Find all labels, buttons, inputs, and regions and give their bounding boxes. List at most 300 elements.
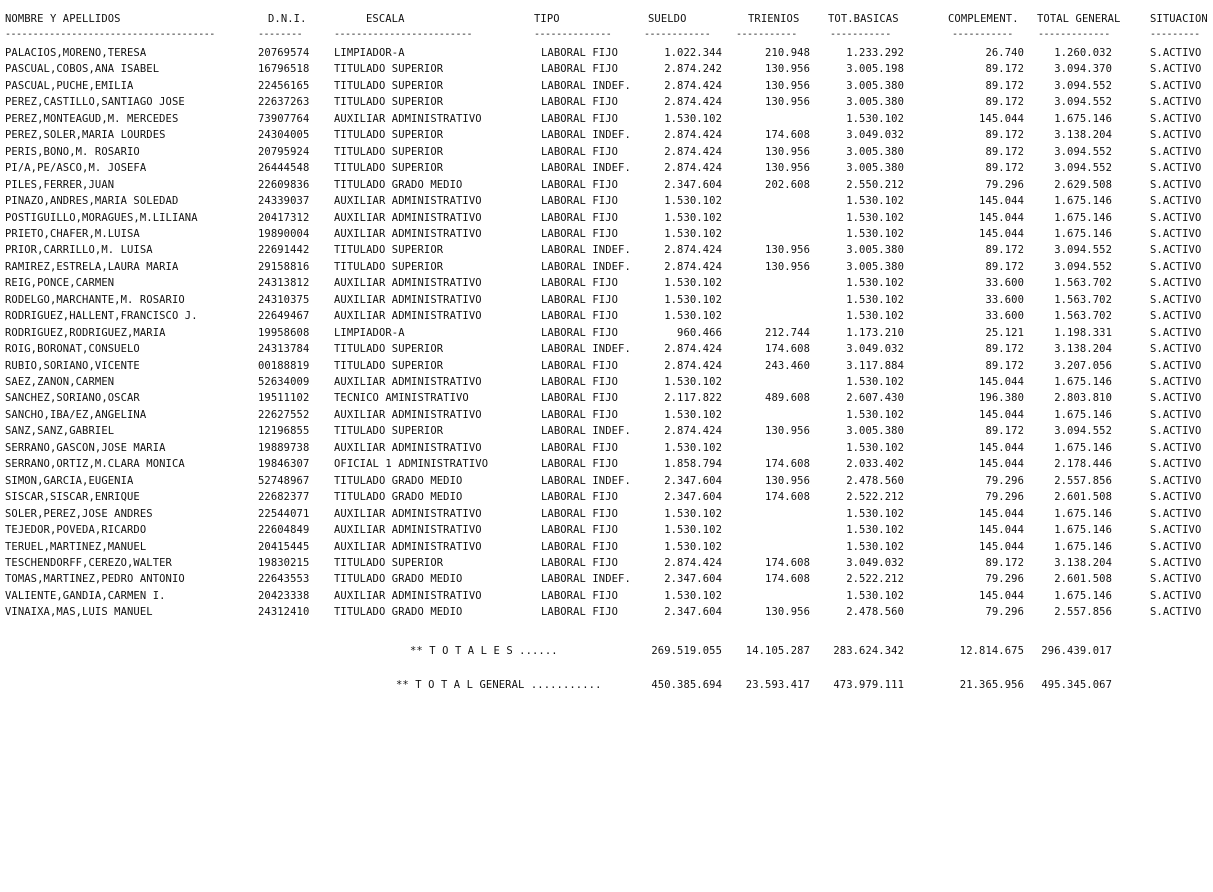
total-general-tot-basicas: 473.979.111	[833, 679, 904, 691]
cell-nombre: SANCHO,IBA/EZ,ANGELINA	[5, 408, 147, 421]
cell-total-general: 1.675.146	[1054, 195, 1112, 208]
cell-tot-basicas: 3.049.032	[846, 343, 904, 356]
cell-situacion: S.ACTIVO	[1150, 211, 1202, 224]
cell-nombre: PINAZO,ANDRES,MARIA SOLEDAD	[5, 195, 179, 208]
cell-complement: 89.172	[985, 556, 1024, 569]
cell-dni: 19889738	[258, 441, 310, 454]
cell-total-general: 1.675.146	[1054, 589, 1112, 602]
cell-complement: 89.172	[985, 63, 1024, 76]
cell-trienios: 130.956	[765, 474, 810, 487]
cell-tot-basicas: 3.005.380	[846, 79, 904, 92]
cell-situacion: S.ACTIVO	[1150, 195, 1202, 208]
cell-escala: AUXILIAR ADMINISTRATIVO	[334, 310, 482, 323]
cell-tipo: LABORAL INDEF.	[541, 573, 631, 586]
cell-complement: 145.044	[979, 376, 1024, 388]
cell-situacion: S.ACTIVO	[1150, 63, 1202, 76]
cell-complement: 89.172	[985, 425, 1024, 438]
cell-tipo: LABORAL FIJO	[541, 491, 619, 504]
cell-escala: AUXILIAR ADMINISTRATIVO	[334, 441, 482, 454]
cell-situacion: S.ACTIVO	[1150, 326, 1202, 339]
cell-complement: 196.380	[979, 392, 1024, 405]
cell-tot-basicas: 3.049.032	[846, 556, 904, 569]
cell-dni: 22643553	[258, 573, 310, 586]
table-row	[0, 46, 1213, 62]
cell-escala: TITULADO SUPERIOR	[334, 79, 444, 92]
cell-trienios: 130.956	[765, 145, 810, 158]
cell-dni: 20423338	[258, 589, 310, 602]
cell-trienios: 174.608	[765, 556, 810, 569]
cell-total-general: 1.675.146	[1054, 376, 1112, 388]
cell-sueldo: 1.022.344	[664, 47, 722, 59]
cell-complement: 145.044	[979, 227, 1024, 240]
cell-situacion: S.ACTIVO	[1150, 79, 1202, 92]
cell-tipo: LABORAL FIJO	[541, 47, 619, 59]
cell-total-general: 1.675.146	[1054, 507, 1112, 520]
cell-total-general: 3.094.552	[1054, 96, 1112, 109]
cell-tot-basicas: 3.005.380	[846, 96, 904, 109]
cell-escala: AUXILIAR ADMINISTRATIVO	[334, 507, 482, 520]
cell-escala: TITULADO SUPERIOR	[334, 129, 444, 142]
divider-tot-basicas: -----------	[830, 29, 891, 40]
cell-total-general: 1.675.146	[1054, 441, 1112, 454]
cell-dni: 20769574	[258, 47, 310, 59]
total-general-trienios: 23.593.417	[745, 679, 810, 691]
cell-escala: AUXILIAR ADMINISTRATIVO	[334, 211, 482, 224]
cell-sueldo: 1.530.102	[664, 211, 722, 224]
cell-trienios: 130.956	[765, 96, 810, 109]
cell-sueldo: 1.530.102	[664, 112, 722, 125]
cell-tipo: LABORAL FIJO	[541, 195, 619, 208]
cell-dni: 52748967	[258, 474, 310, 487]
cell-sueldo: 2.347.604	[664, 491, 722, 504]
cell-escala: TITULADO GRADO MEDIO	[334, 178, 463, 191]
cell-trienios: 174.608	[765, 573, 810, 586]
cell-nombre: PEREZ,SOLER,MARIA LOURDES	[5, 129, 166, 142]
cell-dni: 22627552	[258, 408, 310, 421]
cell-complement: 145.044	[979, 589, 1024, 602]
cell-dni: 22604849	[258, 524, 310, 537]
cell-dni: 73907764	[258, 112, 310, 125]
cell-escala: TECNICO AMINISTRATIVO	[334, 392, 469, 405]
cell-tot-basicas: 1.173.210	[846, 326, 904, 339]
cell-escala: TITULADO SUPERIOR	[334, 359, 444, 372]
cell-escala: TITULADO SUPERIOR	[334, 260, 444, 273]
table-row	[0, 441, 1213, 457]
cell-nombre: SAEZ,ZANON,CARMEN	[5, 376, 115, 388]
cell-situacion: S.ACTIVO	[1150, 162, 1202, 175]
cell-nombre: SERRANO,GASCON,JOSE MARIA	[5, 441, 166, 454]
cell-tipo: LABORAL FIJO	[541, 96, 619, 109]
cell-trienios: 130.956	[765, 260, 810, 273]
cell-tot-basicas: 1.530.102	[846, 540, 904, 553]
cell-escala: TITULADO SUPERIOR	[334, 96, 444, 109]
cell-situacion: S.ACTIVO	[1150, 47, 1202, 59]
cell-complement: 89.172	[985, 145, 1024, 158]
cell-complement: 79.296	[985, 491, 1024, 504]
cell-dni: 22691442	[258, 244, 310, 257]
cell-sueldo: 1.530.102	[664, 227, 722, 240]
cell-tot-basicas: 2.522.212	[846, 573, 904, 586]
cell-sueldo: 1.530.102	[664, 277, 722, 290]
table-row	[0, 523, 1213, 539]
cell-dni: 24304005	[258, 129, 310, 142]
cell-trienios: 130.956	[765, 63, 810, 76]
cell-sueldo: 2.347.604	[664, 474, 722, 487]
cell-complement: 89.172	[985, 96, 1024, 109]
cell-sueldo: 2.874.424	[664, 425, 722, 438]
table-row	[0, 490, 1213, 506]
header-trienios: TRIENIOS	[748, 13, 800, 25]
cell-sueldo: 1.530.102	[664, 441, 722, 454]
cell-total-general: 2.629.508	[1054, 178, 1112, 191]
header-nombre: NOMBRE Y APELLIDOS	[5, 13, 121, 25]
cell-nombre: SIMON,GARCIA,EUGENIA	[5, 474, 134, 487]
cell-tot-basicas: 1.530.102	[846, 376, 904, 388]
cell-total-general: 3.094.370	[1054, 63, 1112, 76]
divider-situacion: ---------	[1150, 29, 1200, 40]
cell-situacion: S.ACTIVO	[1150, 145, 1202, 158]
cell-tipo: LABORAL FIJO	[541, 556, 619, 569]
cell-tot-basicas: 3.049.032	[846, 129, 904, 142]
cell-complement: 145.044	[979, 112, 1024, 125]
cell-dni: 12196855	[258, 425, 310, 438]
cell-trienios: 130.956	[765, 162, 810, 175]
cell-trienios: 174.608	[765, 491, 810, 504]
table-row	[0, 359, 1213, 375]
cell-escala: TITULADO SUPERIOR	[334, 63, 444, 76]
cell-dni: 22456165	[258, 79, 310, 92]
cell-sueldo: 1.530.102	[664, 408, 722, 421]
cell-nombre: PILES,FERRER,JUAN	[5, 178, 115, 191]
cell-tipo: LABORAL FIJO	[541, 293, 619, 306]
cell-sueldo: 1.530.102	[664, 376, 722, 388]
cell-tot-basicas: 1.530.102	[846, 211, 904, 224]
cell-nombre: PI/A,PE/ASCO,M. JOSEFA	[5, 162, 147, 175]
divider-sueldo: ------------	[644, 29, 711, 40]
cell-complement: 79.296	[985, 606, 1024, 619]
cell-sueldo: 1.530.102	[664, 310, 722, 323]
cell-sueldo: 1.530.102	[664, 540, 722, 553]
cell-total-general: 1.675.146	[1054, 211, 1112, 224]
cell-dni: 20795924	[258, 145, 310, 158]
cell-escala: AUXILIAR ADMINISTRATIVO	[334, 293, 482, 306]
header-sueldo: SUELDO	[648, 13, 687, 25]
cell-complement: 33.600	[985, 293, 1024, 306]
divider-nombre: --------------------------------------	[5, 29, 215, 40]
cell-dni: 19958608	[258, 326, 310, 339]
cell-sueldo: 1.858.794	[664, 458, 722, 471]
cell-nombre: SERRANO,ORTIZ,M.CLARA MONICA	[5, 458, 185, 471]
cell-sueldo: 2.874.424	[664, 145, 722, 158]
cell-escala: TITULADO SUPERIOR	[334, 244, 444, 257]
cell-tipo: LABORAL FIJO	[541, 441, 619, 454]
cell-sueldo: 2.347.604	[664, 606, 722, 619]
cell-escala: OFICIAL 1 ADMINISTRATIVO	[334, 458, 489, 471]
cell-complement: 145.044	[979, 458, 1024, 471]
cell-nombre: TEJEDOR,POVEDA,RICARDO	[5, 524, 147, 537]
cell-tipo: LABORAL FIJO	[541, 458, 619, 471]
cell-sueldo: 2.117.822	[664, 392, 722, 405]
cell-dni: 22682377	[258, 491, 310, 504]
cell-nombre: PEREZ,CASTILLO,SANTIAGO JOSE	[5, 96, 185, 109]
cell-escala: LIMPIADOR-A	[334, 47, 405, 59]
cell-dni: 26444548	[258, 162, 310, 175]
cell-escala: AUXILIAR ADMINISTRATIVO	[334, 376, 482, 388]
cell-situacion: S.ACTIVO	[1150, 310, 1202, 323]
cell-total-general: 3.094.552	[1054, 425, 1112, 438]
cell-escala: AUXILIAR ADMINISTRATIVO	[334, 540, 482, 553]
table-row	[0, 194, 1213, 210]
cell-escala: TITULADO SUPERIOR	[334, 162, 444, 175]
cell-sueldo: 1.530.102	[664, 195, 722, 208]
cell-tipo: LABORAL FIJO	[541, 408, 619, 421]
cell-dni: 22609836	[258, 178, 310, 191]
cell-dni: 24339037	[258, 195, 310, 208]
cell-situacion: S.ACTIVO	[1150, 524, 1202, 537]
cell-total-general: 1.675.146	[1054, 227, 1112, 240]
cell-tipo: LABORAL FIJO	[541, 227, 619, 240]
cell-tot-basicas: 3.005.380	[846, 425, 904, 438]
cell-escala: AUXILIAR ADMINISTRATIVO	[334, 112, 482, 125]
table-row	[0, 227, 1213, 243]
cell-sueldo: 960.466	[677, 326, 722, 339]
cell-sueldo: 2.874.424	[664, 162, 722, 175]
table-row	[0, 326, 1213, 342]
cell-situacion: S.ACTIVO	[1150, 408, 1202, 421]
cell-situacion: S.ACTIVO	[1150, 376, 1202, 388]
cell-tipo: LABORAL FIJO	[541, 112, 619, 125]
cell-tot-basicas: 3.005.380	[846, 260, 904, 273]
table-row	[0, 540, 1213, 556]
table-row	[0, 260, 1213, 276]
cell-tot-basicas: 2.550.212	[846, 178, 904, 191]
table-row	[0, 309, 1213, 325]
header-dni: D.N.I.	[268, 13, 307, 25]
divider-complement: -----------	[952, 29, 1013, 40]
cell-total-general: 2.178.446	[1054, 458, 1112, 471]
cell-escala: TITULADO GRADO MEDIO	[334, 606, 463, 619]
cell-tot-basicas: 1.530.102	[846, 507, 904, 520]
cell-sueldo: 2.874.424	[664, 129, 722, 142]
header-tot-basicas: TOT.BASICAS	[828, 13, 899, 25]
header-total-general: TOTAL GENERAL	[1037, 13, 1121, 25]
cell-dni: 20417312	[258, 211, 310, 224]
cell-complement: 145.044	[979, 540, 1024, 553]
cell-tot-basicas: 2.522.212	[846, 491, 904, 504]
cell-nombre: RODRIGUEZ,RODRIGUEZ,MARIA	[5, 326, 166, 339]
table-row	[0, 161, 1213, 177]
divider-tipo: --------------	[534, 29, 612, 40]
cell-escala: TITULADO SUPERIOR	[334, 145, 444, 158]
cell-complement: 89.172	[985, 244, 1024, 257]
cell-situacion: S.ACTIVO	[1150, 227, 1202, 240]
cell-tipo: LABORAL FIJO	[541, 392, 619, 405]
header-situacion: SITUACION	[1150, 13, 1208, 25]
table-row	[0, 457, 1213, 473]
cell-sueldo: 2.874.424	[664, 96, 722, 109]
cell-situacion: S.ACTIVO	[1150, 359, 1202, 372]
total-general-label: ** T O T A L GENERAL ...........	[396, 679, 602, 691]
cell-tipo: LABORAL FIJO	[541, 178, 619, 191]
cell-escala: AUXILIAR ADMINISTRATIVO	[334, 227, 482, 240]
table-row	[0, 375, 1213, 391]
cell-tipo: LABORAL FIJO	[541, 63, 619, 76]
cell-sueldo: 2.874.424	[664, 359, 722, 372]
cell-complement: 89.172	[985, 260, 1024, 273]
cell-complement: 33.600	[985, 310, 1024, 323]
cell-nombre: PASCUAL,PUCHE,EMILIA	[5, 79, 134, 92]
cell-total-general: 3.094.552	[1054, 162, 1112, 175]
cell-situacion: S.ACTIVO	[1150, 425, 1202, 438]
cell-sueldo: 1.530.102	[664, 524, 722, 537]
table-row	[0, 112, 1213, 128]
cell-situacion: S.ACTIVO	[1150, 573, 1202, 586]
cell-total-general: 2.601.508	[1054, 573, 1112, 586]
cell-tot-basicas: 1.530.102	[846, 408, 904, 421]
cell-situacion: S.ACTIVO	[1150, 507, 1202, 520]
cell-total-general: 3.207.056	[1054, 359, 1112, 372]
cell-complement: 26.740	[985, 47, 1024, 59]
cell-dni: 20415445	[258, 540, 310, 553]
cell-tot-basicas: 1.530.102	[846, 589, 904, 602]
cell-nombre: ROIG,BORONAT,CONSUELO	[5, 343, 140, 356]
cell-sueldo: 2.874.424	[664, 79, 722, 92]
cell-dni: 22649467	[258, 310, 310, 323]
cell-total-general: 1.675.146	[1054, 540, 1112, 553]
cell-escala: TITULADO SUPERIOR	[334, 556, 444, 569]
table-row	[0, 128, 1213, 144]
cell-nombre: PERIS,BONO,M. ROSARIO	[5, 145, 140, 158]
cell-tipo: LABORAL FIJO	[541, 277, 619, 290]
divider-total-general: -------------	[1038, 29, 1110, 40]
cell-tot-basicas: 1.530.102	[846, 441, 904, 454]
cell-total-general: 2.601.508	[1054, 491, 1112, 504]
cell-tipo: LABORAL INDEF.	[541, 474, 631, 487]
totales-complement: 12.814.675	[959, 645, 1024, 657]
cell-tipo: LABORAL FIJO	[541, 359, 619, 372]
cell-complement: 145.044	[979, 441, 1024, 454]
table-row	[0, 62, 1213, 78]
cell-tot-basicas: 1.530.102	[846, 195, 904, 208]
total-general-complement: 21.365.956	[959, 679, 1024, 691]
cell-complement: 145.044	[979, 408, 1024, 421]
cell-escala: AUXILIAR ADMINISTRATIVO	[334, 589, 482, 602]
cell-tipo: LABORAL FIJO	[541, 376, 619, 388]
cell-tipo: LABORAL INDEF.	[541, 260, 631, 273]
cell-nombre: VINAIXA,MAS,LUIS MANUEL	[5, 606, 153, 619]
cell-trienios: 243.460	[765, 359, 810, 372]
cell-situacion: S.ACTIVO	[1150, 129, 1202, 142]
cell-complement: 145.044	[979, 211, 1024, 224]
cell-tot-basicas: 1.530.102	[846, 112, 904, 125]
cell-dni: 16796518	[258, 63, 310, 76]
cell-sueldo: 2.874.242	[664, 63, 722, 76]
cell-tipo: LABORAL INDEF.	[541, 129, 631, 142]
cell-dni: 22544071	[258, 507, 310, 520]
table-row	[0, 474, 1213, 490]
cell-sueldo: 2.874.424	[664, 556, 722, 569]
cell-situacion: S.ACTIVO	[1150, 112, 1202, 125]
cell-situacion: S.ACTIVO	[1150, 540, 1202, 553]
cell-complement: 89.172	[985, 359, 1024, 372]
cell-situacion: S.ACTIVO	[1150, 441, 1202, 454]
totales-total-general: 296.439.017	[1041, 645, 1112, 657]
cell-tipo: LABORAL INDEF.	[541, 79, 631, 92]
cell-tot-basicas: 1.530.102	[846, 293, 904, 306]
cell-escala: TITULADO SUPERIOR	[334, 425, 444, 438]
table-row	[0, 243, 1213, 259]
cell-tipo: LABORAL INDEF.	[541, 162, 631, 175]
cell-tot-basicas: 2.033.402	[846, 458, 904, 471]
cell-sueldo: 1.530.102	[664, 589, 722, 602]
cell-tot-basicas: 2.478.560	[846, 606, 904, 619]
cell-dni: 19846307	[258, 458, 310, 471]
cell-dni: 19830215	[258, 556, 310, 569]
cell-dni: 29158816	[258, 260, 310, 273]
cell-sueldo: 1.530.102	[664, 293, 722, 306]
cell-dni: 19890004	[258, 227, 310, 240]
cell-complement: 33.600	[985, 277, 1024, 290]
table-row	[0, 293, 1213, 309]
cell-dni: 24313784	[258, 343, 310, 356]
table-row	[0, 556, 1213, 572]
cell-total-general: 1.198.331	[1054, 326, 1112, 339]
cell-sueldo: 2.347.604	[664, 573, 722, 586]
cell-nombre: PEREZ,MONTEAGUD,M. MERCEDES	[5, 112, 179, 125]
total-general-sueldo: 450.385.694	[651, 679, 722, 691]
header-escala: ESCALA	[366, 13, 405, 25]
cell-nombre: RODELGO,MARCHANTE,M. ROSARIO	[5, 293, 185, 306]
total-general-total: 495.345.067	[1041, 679, 1112, 691]
cell-escala: AUXILIAR ADMINISTRATIVO	[334, 277, 482, 290]
cell-sueldo: 2.874.424	[664, 260, 722, 273]
totales-tot-basicas: 283.624.342	[833, 645, 904, 657]
cell-total-general: 3.094.552	[1054, 145, 1112, 158]
cell-total-general: 1.563.702	[1054, 293, 1112, 306]
table-row	[0, 211, 1213, 227]
cell-nombre: PASCUAL,COBOS,ANA ISABEL	[5, 63, 160, 76]
cell-situacion: S.ACTIVO	[1150, 392, 1202, 405]
cell-nombre: PALACIOS,MORENO,TERESA	[5, 47, 147, 59]
cell-tipo: LABORAL INDEF.	[541, 244, 631, 257]
cell-situacion: S.ACTIVO	[1150, 260, 1202, 273]
cell-total-general: 1.563.702	[1054, 277, 1112, 290]
cell-tot-basicas: 3.005.380	[846, 162, 904, 175]
cell-trienios: 130.956	[765, 425, 810, 438]
cell-total-general: 1.563.702	[1054, 310, 1112, 323]
cell-complement: 79.296	[985, 573, 1024, 586]
cell-situacion: S.ACTIVO	[1150, 178, 1202, 191]
cell-complement: 145.044	[979, 507, 1024, 520]
cell-dni: 19511102	[258, 392, 310, 405]
cell-sueldo: 2.874.424	[664, 343, 722, 356]
cell-situacion: S.ACTIVO	[1150, 491, 1202, 504]
cell-situacion: S.ACTIVO	[1150, 589, 1202, 602]
cell-total-general: 3.094.552	[1054, 260, 1112, 273]
cell-tot-basicas: 1.530.102	[846, 524, 904, 537]
cell-trienios: 130.956	[765, 606, 810, 619]
cell-dni: 22637263	[258, 96, 310, 109]
cell-situacion: S.ACTIVO	[1150, 458, 1202, 471]
table-row	[0, 589, 1213, 605]
cell-sueldo: 2.874.424	[664, 244, 722, 257]
cell-escala: TITULADO GRADO MEDIO	[334, 573, 463, 586]
cell-tot-basicas: 3.005.380	[846, 244, 904, 257]
cell-dni: 24312410	[258, 606, 310, 619]
cell-total-general: 3.138.204	[1054, 556, 1112, 569]
cell-complement: 89.172	[985, 79, 1024, 92]
cell-nombre: RUBIO,SORIANO,VICENTE	[5, 359, 140, 372]
